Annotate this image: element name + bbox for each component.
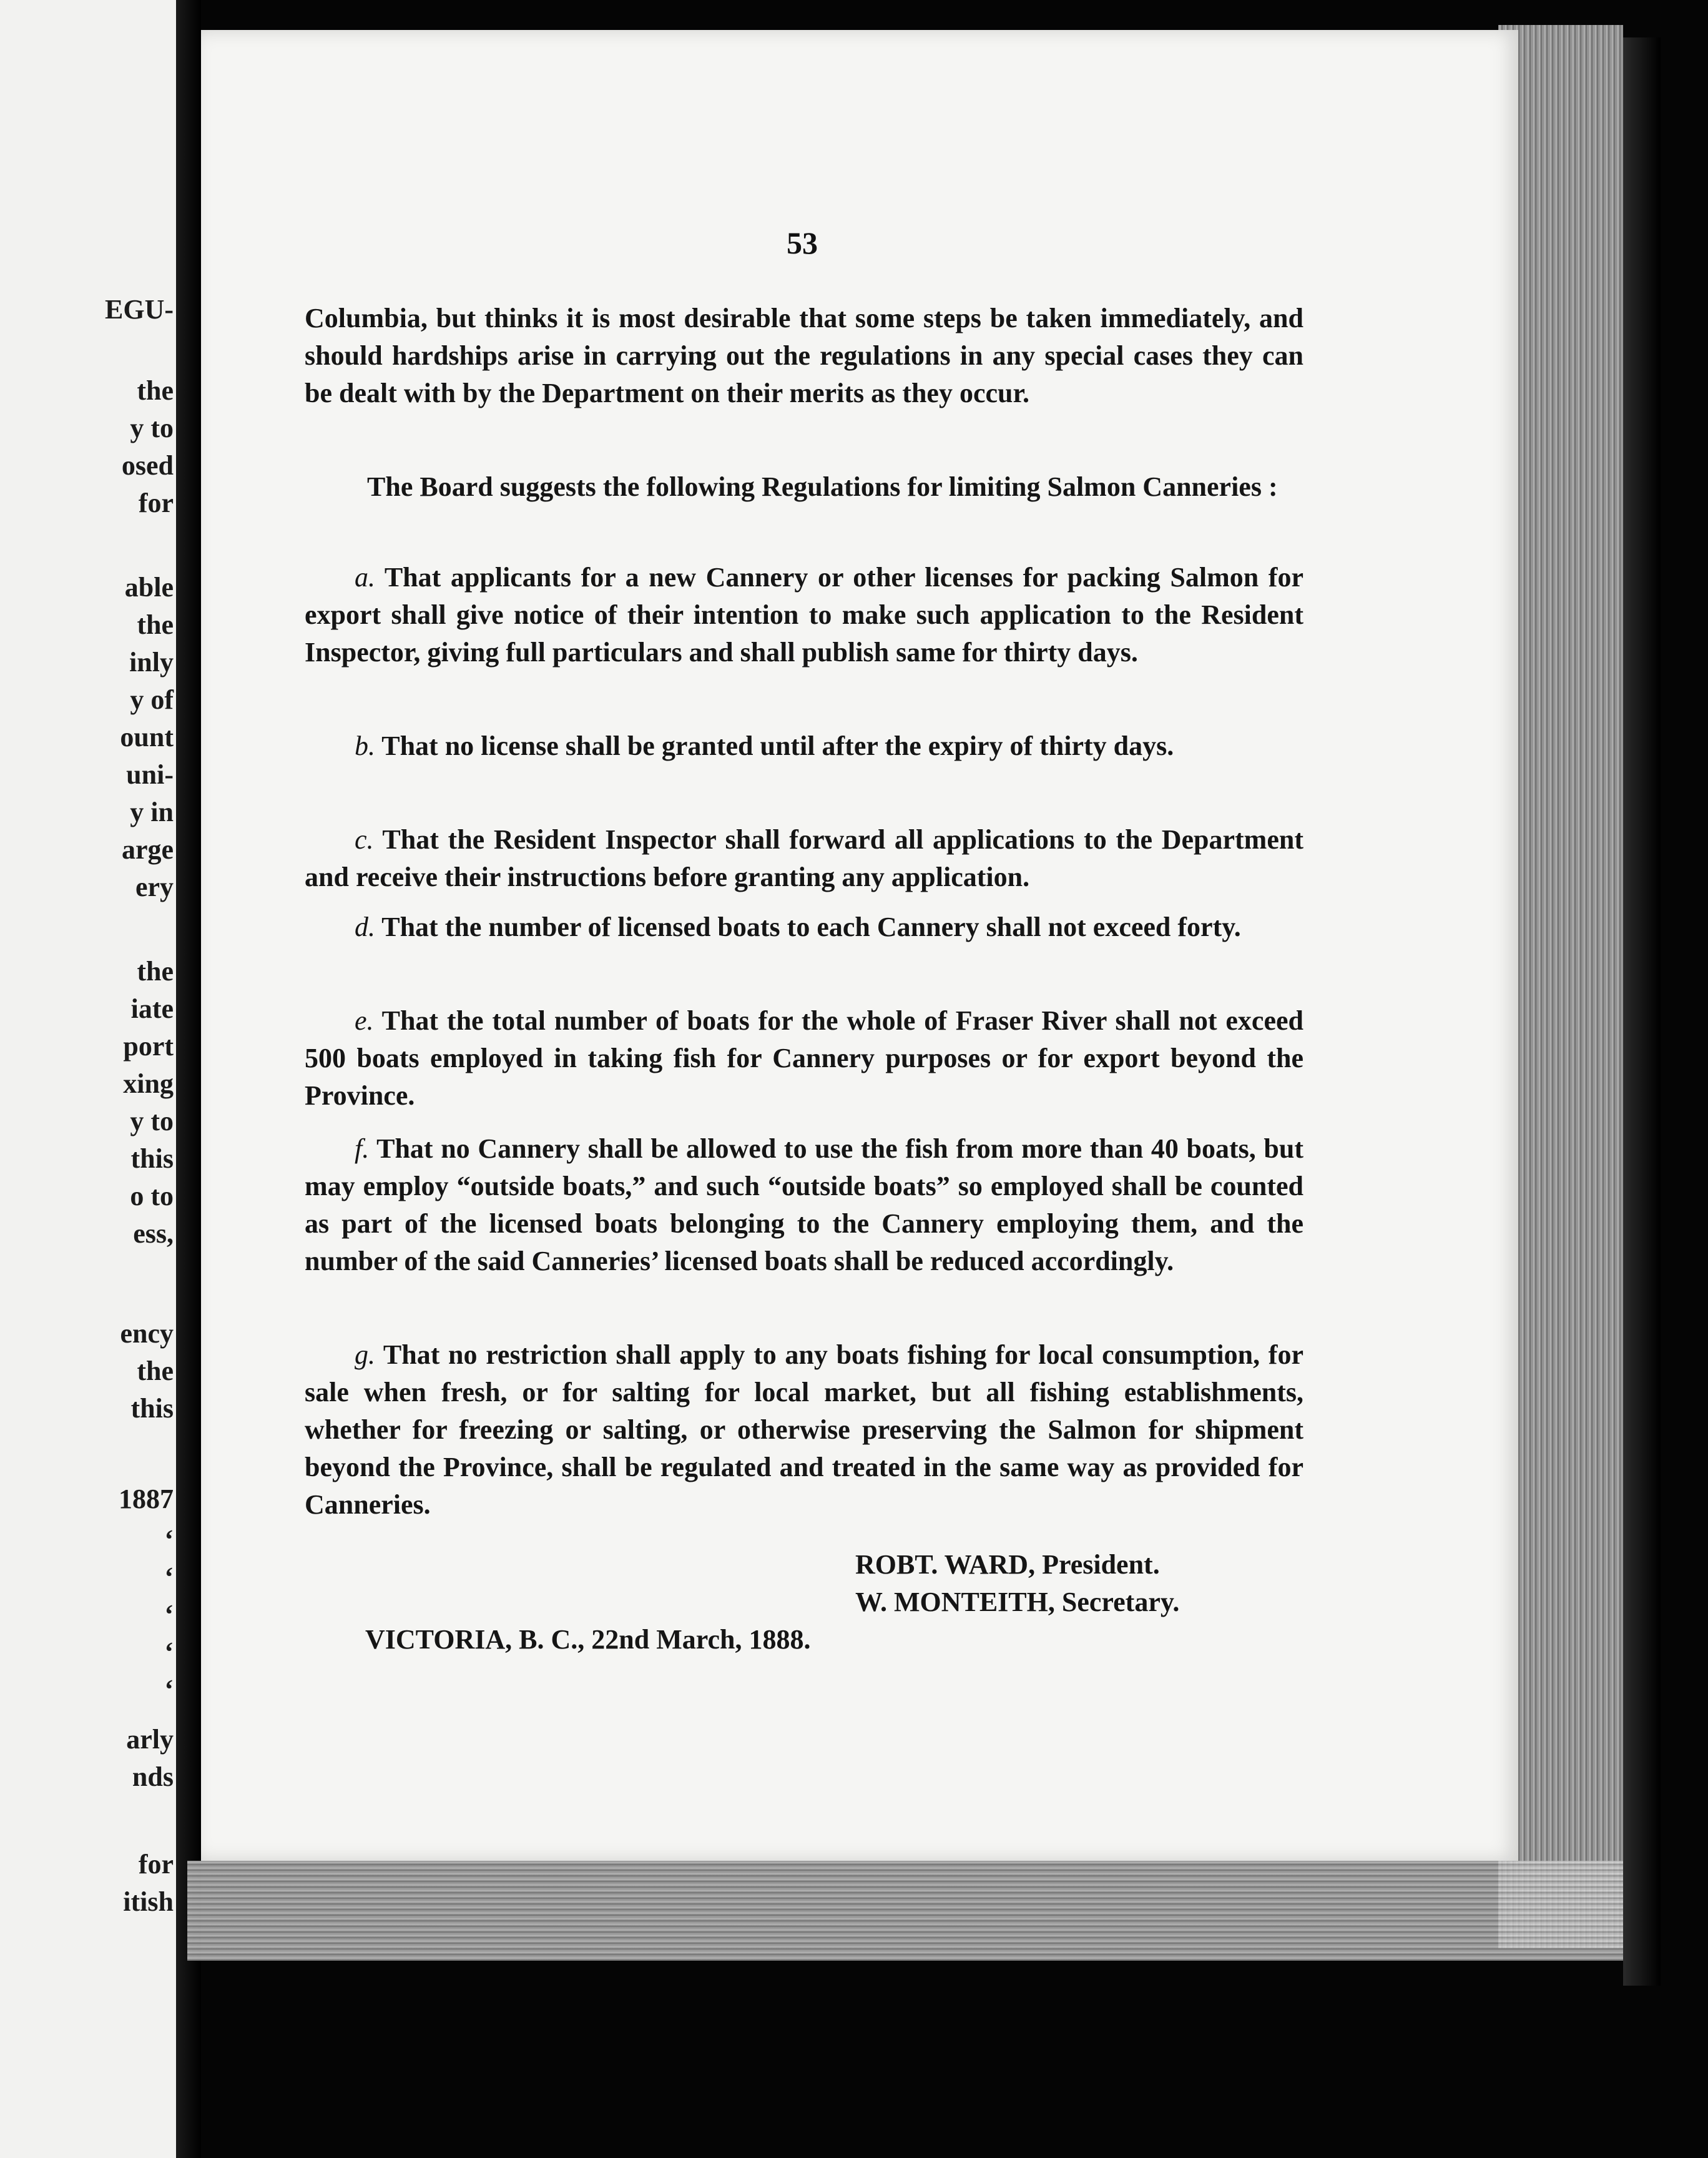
regulation-e xyxy=(305,1002,1303,1115)
left-fragment: osed xyxy=(121,450,174,481)
left-fragment: o to xyxy=(130,1181,174,1211)
left-facing-page xyxy=(0,0,176,2158)
signature-president: ROBT. WARD, President. xyxy=(855,1549,1160,1580)
regulation-text: That no license shall be granted until after the expiry of thirty days. xyxy=(381,731,1174,761)
left-fragment: ount xyxy=(120,722,174,752)
left-fragment: ‘ xyxy=(164,1562,174,1592)
left-fragment: the xyxy=(137,1356,174,1386)
signature-secretary: W. MONTEITH, Secretary. xyxy=(855,1587,1180,1617)
regulation-letter: b. xyxy=(355,731,375,761)
regulation-text: That the total number of boats for the whole of Fraser River shall not exceed 500 boats employed in taking fish for Cannery purposes or for export beyond the Province. xyxy=(305,1005,1303,1111)
book-gutter xyxy=(176,0,201,2158)
left-fragment: y of xyxy=(130,684,174,715)
regulation-d xyxy=(305,909,1303,946)
left-fragment: iate xyxy=(130,993,174,1024)
left-fragment: 1887 xyxy=(119,1484,174,1514)
left-fragment: y to xyxy=(130,413,174,443)
left-fragment: port xyxy=(123,1031,174,1062)
left-fragment: inly xyxy=(129,647,174,677)
left-fragment: arly xyxy=(126,1724,174,1755)
regulation-letter: c. xyxy=(355,824,374,855)
left-fragment: for xyxy=(138,1849,174,1880)
left-fragment: the xyxy=(137,609,174,640)
regulation-letter: a. xyxy=(355,562,375,593)
regulation-letter: f. xyxy=(355,1133,370,1164)
dateline: VICTORIA, B. C., 22nd March, 1888. xyxy=(365,1624,811,1655)
book-cover-edge xyxy=(1623,37,1661,1986)
page-stack-bottom-edge xyxy=(187,1861,1623,1961)
regulation-text: That applicants for a new Cannery or other licenses for packing Salmon for export shall give notice of their intention to make such application to the Resident Inspector, giving full particulars and shall publish same for thirty days. xyxy=(305,562,1303,668)
left-fragment: nds xyxy=(132,1761,174,1792)
left-fragment: ency xyxy=(120,1318,174,1349)
left-fragment: ‘ xyxy=(164,1524,174,1555)
intro-paragraph: Columbia, but thinks it is most desirable that some steps be taken immediately, and should hardships arise in carrying out the regulations in any special cases they can be dealt with by the Department on their merits as they occur. xyxy=(305,303,1303,408)
left-fragment: this xyxy=(130,1393,174,1424)
left-fragment: EGU- xyxy=(105,294,174,325)
regulation-text: That the Resident Inspector shall forward all applications to the Department and receive their instructions before granting any application. xyxy=(305,824,1303,892)
suggests-paragraph: The Board suggests the following Regulations for limiting Salmon Canneries : xyxy=(367,471,1278,502)
left-fragment: xing xyxy=(123,1068,174,1099)
left-fragment: able xyxy=(124,572,174,603)
left-fragment: this xyxy=(130,1143,174,1174)
left-fragment: for xyxy=(138,488,174,518)
regulation-letter: d. xyxy=(355,912,375,942)
left-fragment: ery xyxy=(135,872,174,902)
regulation-g xyxy=(305,1336,1303,1524)
left-fragment: ‘ xyxy=(164,1599,174,1630)
regulation-text: That the number of licensed boats to each Cannery shall not exceed forty. xyxy=(381,912,1241,942)
regulation-b xyxy=(305,727,1303,765)
regulation-letter: g. xyxy=(355,1339,375,1370)
left-fragment: ‘ xyxy=(164,1637,174,1667)
regulation-c xyxy=(305,821,1303,896)
left-fragment: ess, xyxy=(133,1218,174,1249)
regulation-letter: e. xyxy=(355,1005,374,1036)
left-fragment: the xyxy=(137,956,174,987)
regulation-a xyxy=(305,559,1303,671)
left-fragment: arge xyxy=(121,834,174,865)
left-fragment: y to xyxy=(130,1106,174,1136)
regulation-f xyxy=(305,1130,1303,1280)
left-fragment: uni- xyxy=(126,759,174,790)
left-fragment: itish xyxy=(123,1886,174,1917)
regulation-text: That no Cannery shall be allowed to use the fish from more than 40 boats, but may employ “outside boats,” and such “outside boats” so employed shall be counted as part of the licensed boats belonging to the Cannery employing them, and the number of the said Canneries’ licensed boats shall be reduced accordingly. xyxy=(305,1133,1303,1276)
left-fragment: y in xyxy=(130,797,174,827)
left-fragment: ‘ xyxy=(164,1674,174,1705)
regulation-text: That no restriction shall apply to any boats fishing for local consumption, for sale when fresh, or for salting for local market, but all fishing establishments, whether for freezing or salting, or otherwise preserving the Salmon for shipment beyond the Province, shall be regulated and treated in the same way as provided for Canneries. xyxy=(305,1339,1303,1520)
left-fragment: the xyxy=(137,375,174,406)
page-number: 53 xyxy=(787,225,818,260)
